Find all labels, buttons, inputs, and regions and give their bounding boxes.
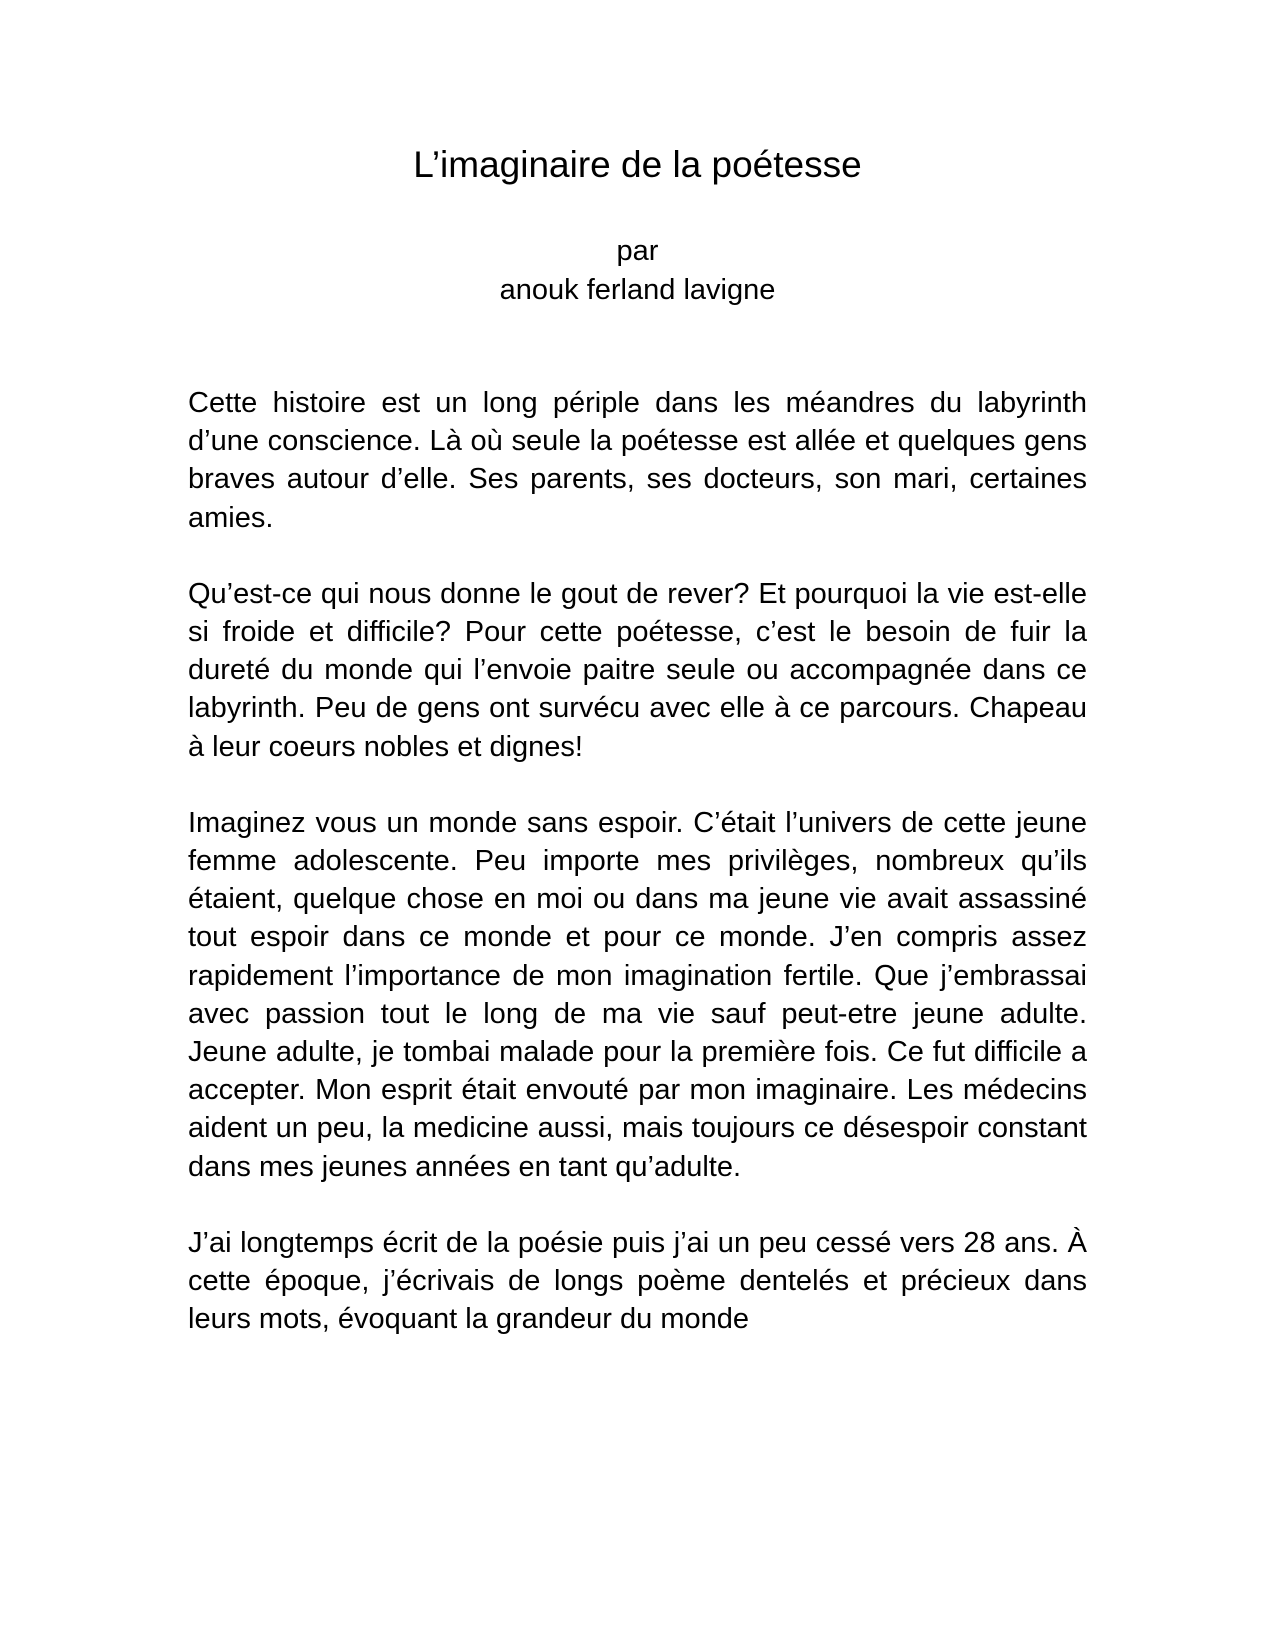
document-body (188, 384, 1087, 1376)
paragraph: Cette histoire est un long périple dans les méandres du labyrinth d’une conscience. Là où seule la poétesse est allée et quelques gens braves autour d’elle. Ses parents, ses docteurs, son mari, certaines amies. (188, 387, 1087, 534)
author-name: anouk ferland lavigne (499, 274, 776, 306)
paragraph: Imaginez vous un monde sans espoir. C’était l’univers de cette jeune femme adolescente. Peu importe mes privilèges, nombreux qu’ils étaient, quelque chose en moi ou dans ma jeune vie avait assassiné tout espoir dans ce monde et pour ce monde. J’en compris assez rapidement l’importance de mon imagination fertile. Que j’embrassai avec passion tout le long de ma vie sauf peut-etre jeune adulte. Jeune adulte, je tombai malade pour la première fois. Ce fut difficile a accepter. Mon esprit était envouté par mon imaginaire. Les médecins aident un peu, la medicine aussi, mais toujours ce désespoir constant dans mes jeunes années en tant qu’adulte. (188, 806, 1087, 1183)
byline-par: par (616, 235, 659, 267)
paragraph: J’ai longtemps écrit de la poésie puis j’ai un peu cessé vers 28 ans. À cette époque, j’écrivais de longs poème dentelés et précieux dans leurs mots, évoquant la grandeur du monde (188, 1226, 1087, 1336)
byline (0, 232, 1275, 310)
paragraph: Qu’est-ce qui nous donne le gout de rever? Et pourquoi la vie est-elle si froide et difficile? Pour cette poétesse, c’est le besoin de fuir la dureté du monde qui l’envoie paitre seule ou accompagnée dans ce labyrinth. Peu de gens ont survécu avec elle à ce parcours. Chapeau à leur coeurs nobles et dignes! (188, 577, 1087, 763)
document-title: L’imaginaire de la poétesse (413, 144, 862, 185)
